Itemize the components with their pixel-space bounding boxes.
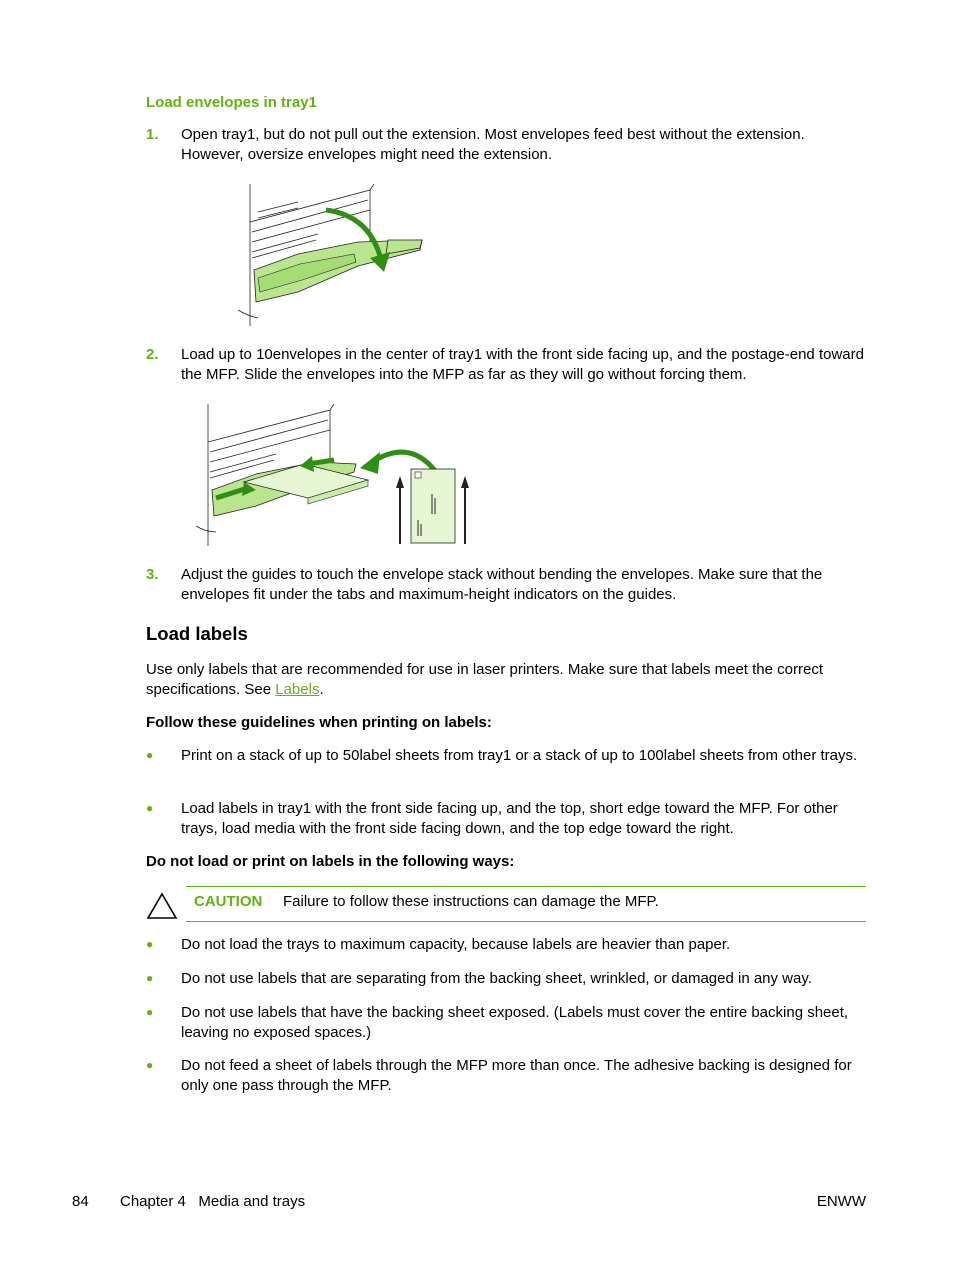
intro-paragraph: Use only labels that are recommended for use in laser printers. Make sure that labels meet the correct specifications. See Labels. [146,661,823,698]
bullet-icon: ● [146,1005,154,1019]
step-number: 1. [146,126,159,143]
list-item: Load labels in tray1 with the front side facing up, and the top, short edge toward the MFP. For other trays, load media with the front side facing down, and the top edge toward the right. [181,800,838,837]
open-tray-illustration [238,182,428,328]
step-text: Open tray1, but do not pull out the extension. Most envelopes feed best without the extension. However, oversize envelopes might need the extension. [181,126,805,163]
footer-chapter: Chapter 4 Media and trays [120,1193,306,1210]
guidelines-heading: Follow these guidelines when printing on labels: [146,714,492,731]
caution-label: CAUTION [194,893,263,910]
page-number: 84 [72,1193,89,1210]
caution-rule-bottom [186,921,866,922]
footer-right: ENWW [816,1193,866,1210]
step-number: 2. [146,346,159,363]
bullet-icon: ● [146,801,154,815]
subsection-title: Load envelopes in tray1 [146,94,317,111]
section-title: Load labels [146,623,248,644]
bullet-icon: ● [146,1058,154,1072]
step-text: Adjust the guides to touch the envelope stack without bending the envelopes. Make sure that the envelopes fit under the tabs and maximum-height indicators on the guides. [181,566,823,603]
donot-heading: Do not load or print on labels in the following ways: [146,853,515,870]
warning-triangle-icon [146,892,178,920]
labels-link[interactable]: Labels [275,680,320,698]
caution-text: Failure to follow these instructions can damage the MFP. [283,893,659,910]
list-item: Do not load the trays to maximum capacity, because labels are heavier than paper. [181,936,731,953]
bullet-icon: ● [146,748,154,762]
step-number: 3. [146,566,159,583]
bullet-icon: ● [146,971,154,985]
caution-box [146,886,866,922]
load-envelopes-illustration [196,402,476,548]
list-item: Do not feed a sheet of labels through the MFP more than once. The adhesive backing is designed for only one pass through the MFP. [181,1057,852,1094]
bullet-icon: ● [146,937,154,951]
list-item: Print on a stack of up to 50label sheets from tray1 or a stack of up to 100label sheets from other trays. [181,747,858,764]
list-item: Do not use labels that are separating from the backing sheet, wrinkled, or damaged in any way. [181,970,812,987]
list-item: Do not use labels that have the backing sheet exposed. (Labels must cover the entire backing sheet, leaving no exposed spaces.) [181,1004,849,1041]
step-text: Load up to 10envelopes in the center of tray1 with the front side facing up, and the postage-end toward the MFP. Slide the envelopes into the MFP as far as they will go without forcing them. [181,346,864,383]
caution-rule-top [186,886,866,887]
